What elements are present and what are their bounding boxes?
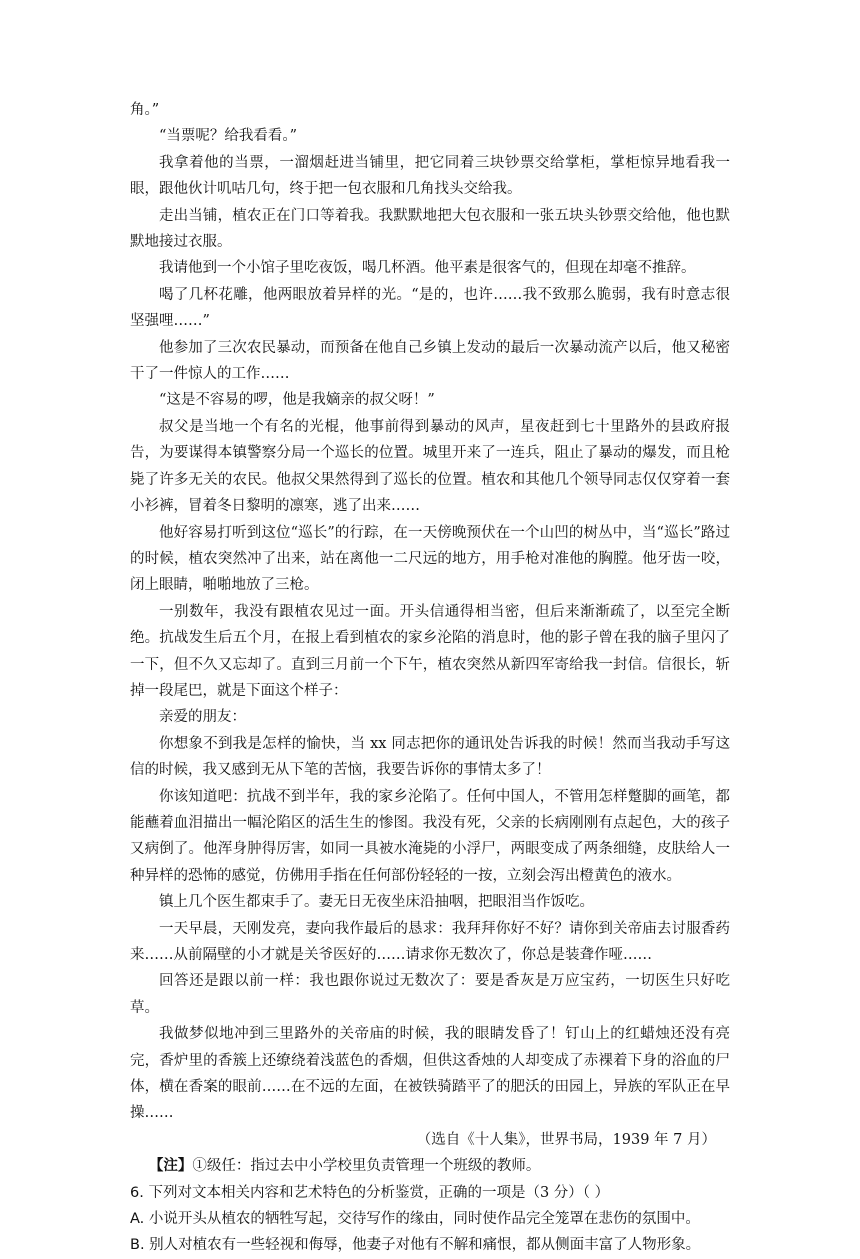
story-text	[130, 97, 730, 1127]
option-text: 小说开头从植农的牺牲写起，交待写作的缘由，同时使作品完全笼罩在悲伤的氛围中。	[148, 1211, 700, 1228]
footnote-text: ①级任：指过去中小学校里负责管理一个班级的教师。	[192, 1158, 541, 1175]
paragraph: 角。”	[130, 102, 160, 118]
source-citation: （选自《十人集》，世界书局，1939 年 7 月）	[416, 1131, 716, 1148]
paragraph: 一别数年，我没有跟植农见过一面。开头信通得相当密，但后来渐渐疏了，以至完全断绝。抗战发生后五个月，在报上看到植农的家乡沦陷的消息时，他的影子曾在我的脑子里闪了一下，但不久又忘却了。直到三月前一个下午，植农突然从新四军寄给我一封信。信很长，斩掉一段尾巴，就是下面这个样子：	[130, 603, 730, 699]
paragraph: 亲爱的朋友：	[159, 709, 246, 726]
paragraph: 我做梦似地冲到三里路外的关帝庙的时候，我的眼睛发昏了！钉山上的红蜡烛还没有亮完，香炉里的香簇上还缭绕着浅蓝色的香烟，但供这香烛的人却变成了赤裸着下身的浴血的尸体，横在香案的眼前……在不远的左面，在被铁骑踏平了的肥沃的田园上，异族的军队正在早操……	[130, 1026, 730, 1122]
option-letter: B.	[130, 1237, 145, 1254]
paragraph: 走出当铺，植农正在门口等着我。我默默地把大包衣服和一张五块头钞票交给他，他也默默地接过衣服。	[130, 207, 730, 251]
option-letter: A.	[130, 1211, 145, 1228]
option-a	[130, 1206, 730, 1232]
footnote	[130, 1153, 730, 1179]
option-b	[130, 1232, 730, 1258]
paragraph: 你该知道吧：抗战不到半年，我的家乡沦陷了。任何中国人，不管用怎样蹩脚的画笔，都能蘸着血泪描出一幅沦陷区的活生生的惨图。我没有死，父亲的长病刚刚有点起色，大的孩子又病倒了。他浑身肿得厉害，如同一具被水淹毙的小浮尸，两眼变成了两条细缝，皮肤给人一种异样的恐怖的感觉，仿佛用手指在任何部份轻轻的一按，立刻会泻出橙黄色的液水。	[130, 788, 730, 884]
question-text: 下列对文本相关内容和艺术特色的分析鉴赏，正确的一项是（3 分）（ ）	[148, 1184, 610, 1201]
paragraph: “这是不容易的啰，他是我嫡亲的叔父呀！”	[159, 392, 435, 409]
option-text: 别人对植农有一些轻视和侮辱，他妻子对他有不解和痛恨，都从侧面丰富了人物形象。	[149, 1237, 701, 1254]
paragraph: 我请他到一个小馆子里吃夜饭，喝几杯酒。他平素是很客气的，但现在却毫不推辞。	[159, 260, 696, 277]
question-options	[130, 1206, 730, 1259]
paragraph: 你想象不到我是怎样的愉快，当 xx 同志把你的通讯处告诉我的时候！然而当我动手写这信的时候，我又感到无从下笔的苦恼，我要告诉你的事情太多了！	[130, 735, 730, 779]
document-body	[130, 97, 730, 1259]
paragraph: 他好容易打听到这位“巡长”的行踪，在一天傍晚预伏在一个山凹的树丛中，当“巡长”路过的时候，植农突然冲了出来，站在离他一二尺远的地方，用手枪对准他的胸膛。他牙齿一咬，闭上眼睛，啪啪地放了三枪。	[130, 524, 730, 594]
paragraph: 他参加了三次农民暴动，而预备在他自己乡镇上发动的最后一次暴动流产以后，他又秘密干了一件惊人的工作……	[130, 339, 730, 383]
question-number: 6.	[130, 1184, 144, 1201]
paragraph: 回答还是跟以前一样：我也跟你说过无数次了：要是香灰是万应宝药，一切医生只好吃草。	[130, 973, 730, 1016]
paragraph: 叔父是当地一个有名的光棍，他事前得到暴动的风声，星夜赶到七十里路外的县政府报告，为要谋得本镇警察分局一个巡长的位置。城里开来了一连兵，阻止了暴动的爆发，而且枪毙了许多无关的农民。他叔父果然得到了巡长的位置。植农和其他几个领导同志仅仅穿着一套小衫裤，冒着冬日黎明的凛寒，逃了出来……	[130, 418, 730, 515]
footnote-label: 【注】	[148, 1157, 193, 1175]
question-stem	[130, 1180, 730, 1206]
paragraph: 镇上几个医生都束手了。妻无日无夜坐床沿抽咽，把眼泪当作饭吃。	[159, 894, 594, 911]
paragraph: 我拿着他的当票，一溜烟赶进当铺里，把它同着三块钞票交给掌柜，掌柜惊异地看我一眼，跟他伙计叽咕几句，终于把一包衣服和几角找头交给我。	[130, 154, 730, 198]
paragraph: 喝了几杯花雕，他两眼放着异样的光。“是的，也许……我不致那么脆弱，我有时意志很坚强哩……”	[130, 286, 730, 330]
paragraph: “当票呢？给我看看。”	[159, 128, 298, 145]
paragraph: 一天早晨，天刚发亮，妻向我作最后的恳求：我拜拜你好不好？请你到关帝庙去讨服香药来……从前隔壁的小才就是关爷医好的……请求你无数次了，你总是装聋作哑……	[130, 920, 730, 963]
